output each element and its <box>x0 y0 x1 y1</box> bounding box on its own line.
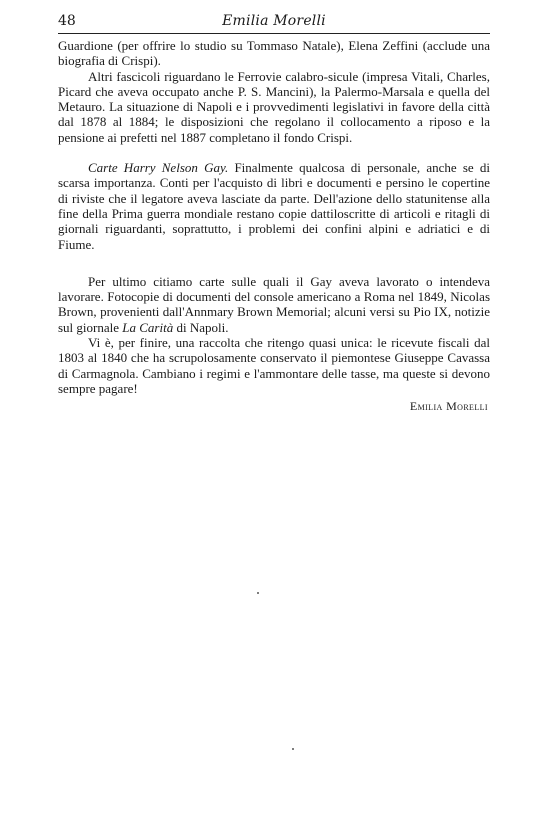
paragraph-per-ultimo-text-a: Per ultimo citiamo carte sulle quali il Gay aveva lavorato o intendeva lavorare. Fotocopie di documenti del console americano a Roma nel 1849, Nicolas Brown, provenienti dall'Annmary Brown Memorial; alcuni versi su Pio IX, notizie sul giornale <box>58 273 490 335</box>
body-text <box>58 38 490 415</box>
paragraph-ricevute: Vi è, per finire, una raccolta che ritengo quasi unica: le ricevute fiscali dal 1803 al 1840 che ha scrupolosamente conservato il piemontese Giuseppe Cavassa di Carmagnola. Cambiano i regimi e l'ammontare delle tasse, ma queste si devono sempre pagare! <box>58 335 490 396</box>
paragraph-carte-gay <box>58 160 490 252</box>
author-signature: Emilia Morelli <box>409 399 488 414</box>
section-title-carte-gay: Carte Harry Nelson Gay. <box>88 160 229 176</box>
running-head: Emilia Morelli <box>222 13 326 29</box>
paragraph-continuation: Guardione (per offrire lo studio su Tommaso Natale), Elena Zeffini (acclude una biografia di Crispi). <box>58 38 490 69</box>
scan-speck <box>292 748 294 750</box>
page-number: 48 <box>58 13 76 29</box>
paragraph-per-ultimo <box>58 274 490 335</box>
paragraph-ferrovie: Altri fascicoli riguardano le Ferrovie calabro-sicule (impresa Vitali, Charles, Picard che aveva occupato anche P. S. Mancini), la Palermo-Marsala e quella del Metauro. La situazione di Napoli e i provvedimenti legislativi in favore della città dal 1878 al 1884; le disposizioni che regolano il collocamento a riposo e la pensione ai prefetti nel 1887 completano il fondo Crispi. <box>58 68 490 145</box>
page-header <box>58 11 490 34</box>
paragraph-carte-gay-text: Finalmente qualcosa di personale, anche se di scarsa importanza. Conti per l'acquisto di libri e documenti e persino le copertine di riviste che il legatore aveva lasciate da parte. Dell'azione dello statunitense alla fine della Prima guerra mondiale restano copie dattiloscritte di articoli e ritagli di giornali riguardanti, soprattutto, i problemi dei confini alpini e adriatici e di Fiume. <box>58 160 490 252</box>
journal-title: La Carità <box>122 319 174 335</box>
scan-speck <box>257 592 259 594</box>
paragraph-per-ultimo-text-b: di Napoli. <box>173 319 229 335</box>
